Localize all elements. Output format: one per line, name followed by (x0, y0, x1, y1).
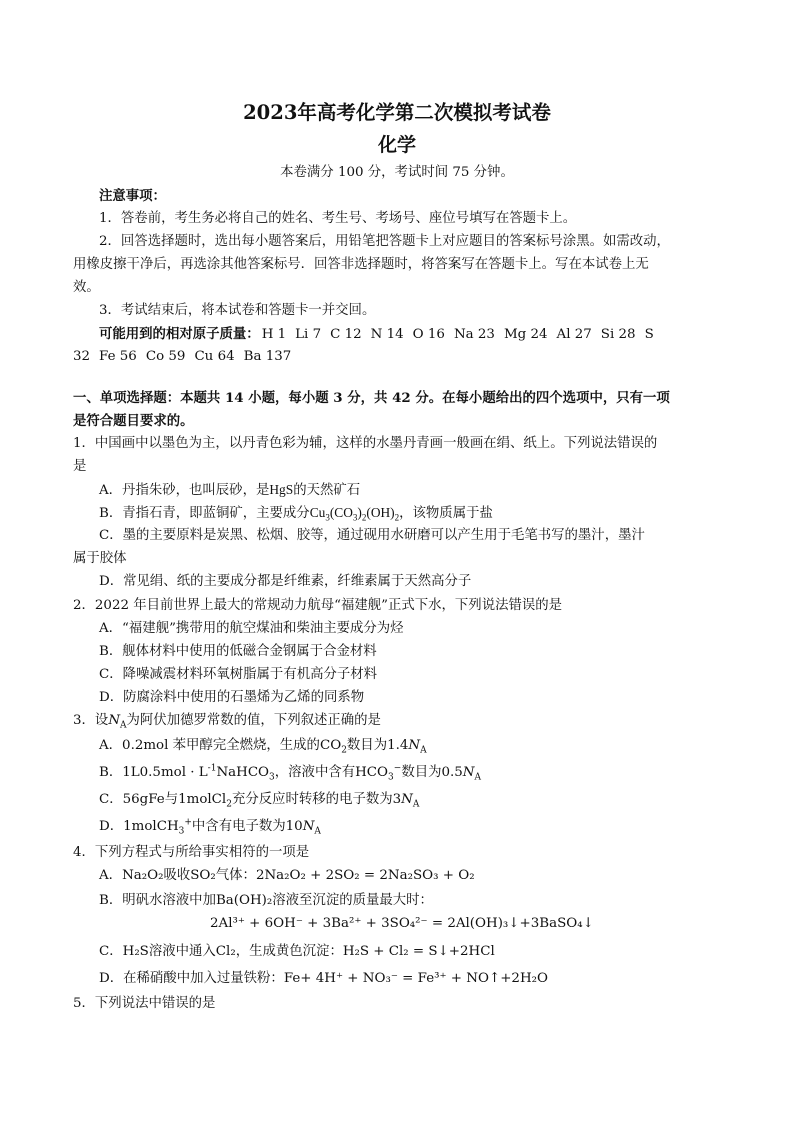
q2-option-b: B．舰体材料中使用的低磁合金钢属于合金材料 (99, 644, 377, 659)
section-heading-line-1: 一、单项选择题：本题共 14 小题，每小题 3 分，共 42 分。在每小题给出的四个选项中，只有一项 (73, 390, 670, 406)
atomic-mass-label: 可能用到的相对原子质量： (99, 326, 260, 342)
mass-item: H 1 (261, 327, 287, 342)
mass-item: 32 (73, 349, 91, 364)
mass-item: N 14 (370, 327, 404, 342)
q3-option-a: A．0.2mol 苯甲醇完全燃烧，生成的$CO_2$数目为$1.4N_A$ (99, 738, 427, 756)
q1-option-b: B．青指石青，即蓝铜矿，主要成分$Cu_3(CO_3)_2(OH)_2$，该物质属于盐 (99, 505, 493, 523)
mass-item: Ba 137 (243, 349, 292, 364)
q1-option-c-line-2: 属于胶体 (73, 551, 127, 566)
mass-item: Si 28 (600, 327, 636, 342)
q1-stem-line-1: 1．中国画中以墨色为主，以丹青色彩为辅，这样的水墨丹青画一般画在绢、纸上。下列说法错误的 (73, 436, 658, 451)
mass-item: Fe 56 (99, 349, 137, 364)
exam-info: 本卷满分 100 分，考试时间 75 分钟。 (280, 165, 514, 180)
q4-option-b-line-1: B．明矾水溶液中加Ba(OH)₂溶液至沉淀的质量最大时： (99, 893, 433, 908)
q3-option-d: D．1molCH$_3$+中含有电子数为$10N_A$ (99, 817, 321, 837)
q1-option-d: D．常见绢、纸的主要成分都是纤维素，纤维素属于天然高分子 (99, 574, 472, 589)
atomic-mass-line-1 (99, 325, 663, 344)
note-2-line-2: 用橡皮擦干净后，再选涂其他答案标号．回答非选择题时，将答案写在答题卡上。写在本试卷上无 (73, 257, 649, 272)
q5-stem: 5．下列说法中错误的是 (73, 996, 216, 1011)
q3-option-c: C．56gFe与1molCl$_2$充分反应时转移的电子数为$3N_A$ (99, 792, 420, 810)
mass-item: Na 23 (453, 327, 495, 342)
mass-item: Al 27 (556, 327, 592, 342)
note-2-line-3: 效。 (73, 280, 100, 295)
q3-option-b: B．$1L0.5mol \cdot L^{-1}NaHCO_3$，溶液中含有$HCO_3^-$数目为$0.5N_A$ (99, 763, 481, 783)
atomic-mass-line-2 (73, 348, 300, 366)
note-2-line-1: 2．回答选择题时，选出每小题答案后，用铅笔把答题卡上对应题目的答案标号涂黑。如需改动， (99, 234, 670, 249)
mass-item: Cu 64 (194, 349, 235, 364)
mass-item: C 12 (330, 327, 362, 342)
q3-stem: 3．设$N_A$为阿伏加德罗常数的值，下列叙述正确的是 (73, 713, 381, 731)
q4-option-d: D．在稀硝酸中加入过量铁粉：Fe+ 4H⁺ + NO₃⁻ = Fe³⁺ + NO↑+2H₂O (99, 971, 548, 986)
exam-title: 2023年高考化学第二次模拟考试卷 (243, 101, 551, 124)
note-1: 1．答卷前，考生务必将自己的姓名、考生号、考场号、座位号填写在答题卡上。 (99, 211, 577, 226)
q4-option-b-equation: 2Al³⁺ + 6OH⁻ + 3Ba²⁺ + 3SO₄²⁻ = 2Al(OH)₃↓+3BaSO₄↓ (210, 916, 594, 931)
q2-option-a: A．“福建舰”携带用的航空煤油和柴油主要成分为烃 (99, 621, 404, 636)
q1-option-c-line-1: C．墨的主要原料是炭黑、松烟、胶等，通过砚用水研磨可以产生用于毛笔书写的墨汁，墨汁 (99, 528, 645, 543)
q2-option-c: C．降噪减震材料环氧树脂属于有机高分子材料 (99, 667, 378, 682)
mass-item: Li 7 (295, 327, 322, 342)
mass-item: Co 59 (145, 349, 186, 364)
notes-heading: 注意事项： (99, 188, 166, 204)
q1-option-a: A．丹指朱砂，也叫辰砂，是HgS的天然矿石 (99, 482, 361, 498)
q4-option-a: A．Na₂O₂吸收SO₂气体：2Na₂O₂ + 2SO₂ = 2Na₂SO₃ + O₂ (99, 868, 475, 883)
mass-item: Mg 24 (503, 327, 548, 342)
subject-title: 化学 (377, 134, 416, 156)
mass-item: S (644, 327, 654, 342)
section-heading-line-2: 是符合题目要求的。 (73, 413, 194, 429)
mass-item: O 16 (412, 327, 445, 342)
q4-option-c: C．H₂S溶液中通入Cl₂，生成黄色沉淀：H₂S + Cl₂ = S↓+2HCl (99, 944, 495, 959)
note-3: 3．考试结束后，将本试卷和答题卡一并交回。 (99, 303, 376, 318)
q1-stem-line-2: 是 (73, 459, 87, 474)
q4-stem: 4．下列方程式与所给事实相符的一项是 (73, 845, 310, 860)
q2-option-d: D．防腐涂料中使用的石墨烯为乙烯的同系物 (99, 690, 365, 705)
q2-stem: 2．2022 年目前世界上最大的常规动力航母“福建舰”正式下水，下列说法错误的是 (73, 598, 563, 613)
